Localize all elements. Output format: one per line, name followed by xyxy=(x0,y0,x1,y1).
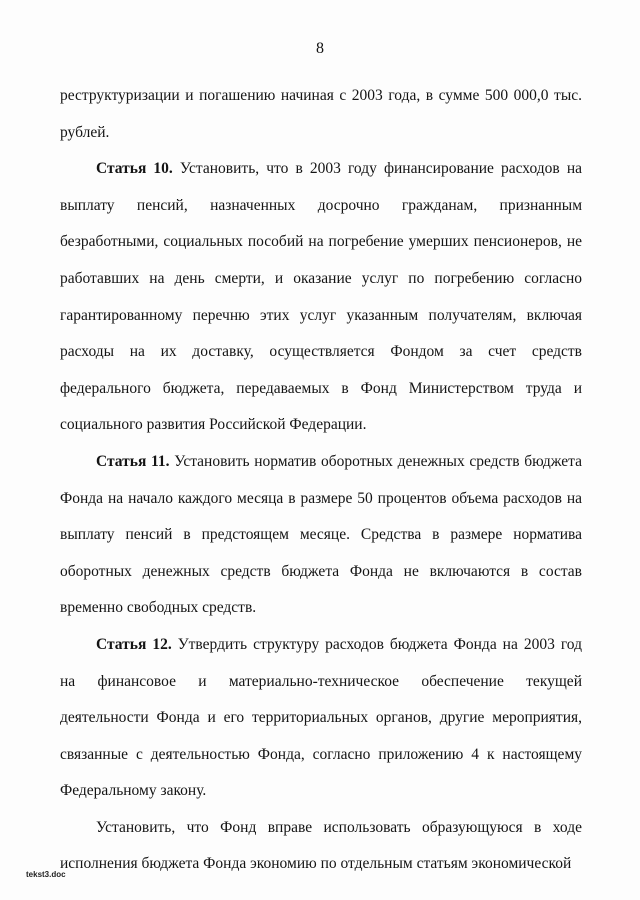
paragraph-economy xyxy=(60,810,582,883)
footer-filename: tekst3.doc xyxy=(26,870,66,879)
paragraph-continuation xyxy=(60,78,582,151)
article-heading: Статья 12. xyxy=(96,635,172,653)
article-heading: Статья 10. xyxy=(96,160,173,178)
paragraph-text: Установить норматив оборотных денежных средств бюджета Фонда на начало каждого месяца в размере 50 процентов объема расходов на выплату пенсий в предстоящем месяце. Средства в размере норматива оборотных денежных средств бюджета Фонда не включаются в состав временно свободных средств. xyxy=(60,452,582,617)
paragraph-text: Установить, что в 2003 году финансирование расходов на выплату пенсий, назначенных досрочно гражданам, признанным безработными, социальных пособий на погребение умерших пенсионеров, не работавших на день смерти, и оказание услуг по погребению согласно гарантированному перечню этих услуг указанным получателям, включая расходы на их доставку, осуществляется Фондом за счет средств федерального бюджета, передаваемых в Фонд Министерством труда и социального развития Российской Федерации. xyxy=(60,160,583,434)
paragraph-text: Установить, что Фонд вправе использовать образующуюся в ходе исполнения бюджета Фонда экономию по отдельным статьям экономической xyxy=(60,818,582,873)
page-number: 8 xyxy=(316,40,324,57)
paragraph-text: Утвердить структуру расходов бюджета Фонда на 2003 год на финансовое и материально-техническое обеспечение текущей деятельности Фонда и его территориальных органов, другие мероприятия, связанные с деятельностью Фонда, согласно приложению 4 к настоящему Федеральному закону. xyxy=(60,635,582,800)
article-11-paragraph xyxy=(60,444,582,627)
article-12-paragraph xyxy=(60,627,582,810)
article-heading: Статья 11. xyxy=(96,452,170,470)
article-10-paragraph xyxy=(60,151,582,444)
paragraph-text: реструктуризации и погашению начиная с 2003 года, в сумме 500 000,0 тыс. рублей. xyxy=(60,87,582,141)
document-body xyxy=(60,78,582,883)
